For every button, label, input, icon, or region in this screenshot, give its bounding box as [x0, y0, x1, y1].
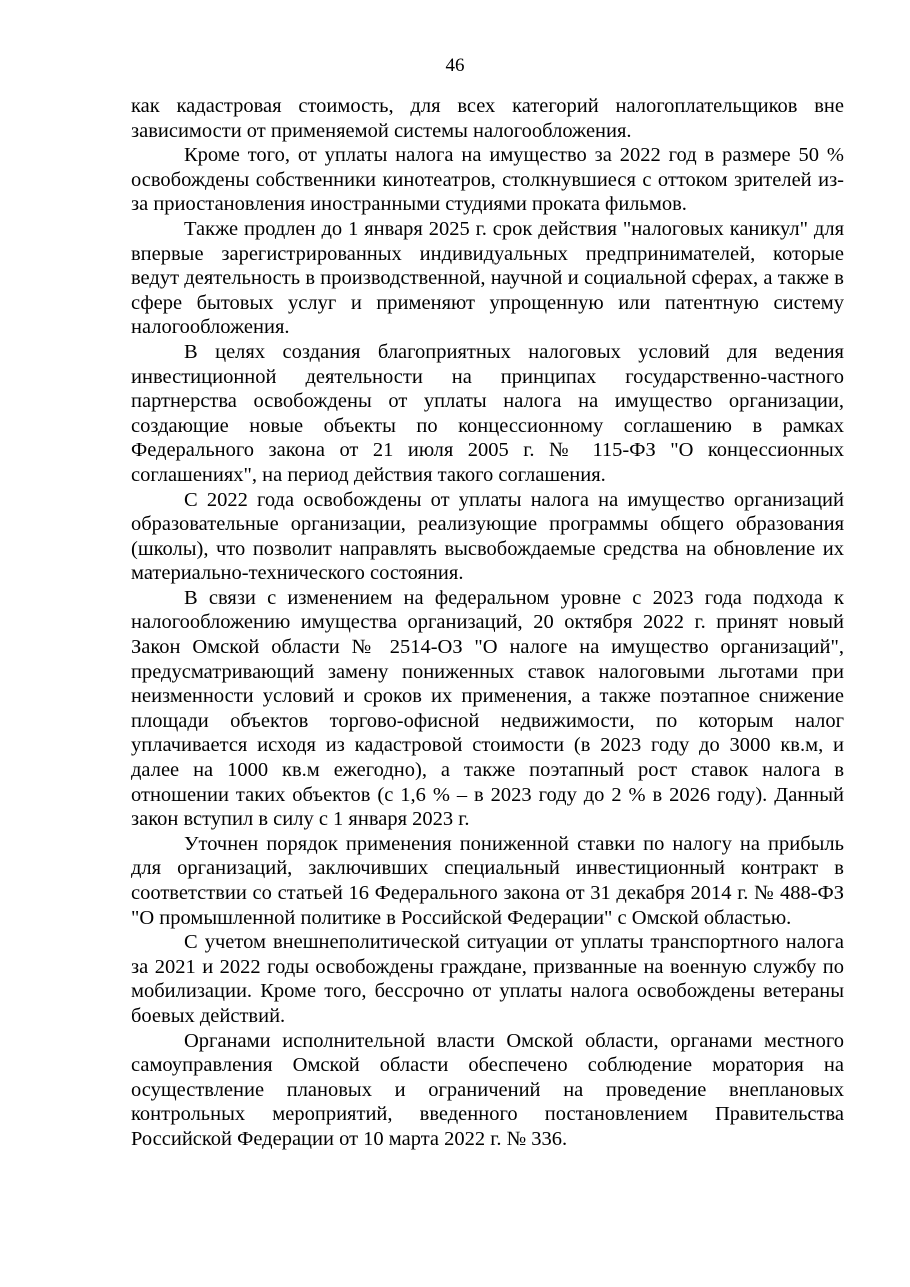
paragraph-property-tax-law: В связи с изменением на федеральном уровне с 2023 года подхода к налогообложению имущества организаций, 20 октября 2022 г. принят новый Закон Омской области № 2514-ОЗ "О налоге на имущество организаций", предусматривающий замену пониженных ставок налоговыми льготами при неизменности условий и сроков их применения, а также поэтапное снижение площади объектов торгово-офисной недвижимости, по которым налог уплачивается исходя из кадастровой стоимости (в 2023 году до 3000 кв.м, и далее на 1000 кв.м ежегодно), а также поэтапный рост ставок налога в отношении таких объектов (с 1,6 % – в 2023 году до 2 % в 2026 году). Данный закон вступил в силу с 1 января 2023 г. — [131, 586, 844, 831]
paragraph-continuation: как кадастровая стоимость, для всех категорий налогоплательщиков вне зависимости от применяемой системы налогообложения. — [131, 95, 844, 142]
paragraph-cinema-exemption: Кроме того, от уплаты налога на имущество за 2022 год в размере 50 % освобождены собственники кинотеатров, столкнувшиеся с оттоком зрителей из-за приостановления иностранными студиями проката фильмов. — [131, 144, 844, 216]
page-number: 46 — [445, 55, 465, 76]
paragraph-tax-holidays: Также продлен до 1 января 2025 г. срок действия "налоговых каникул" для впервые зарегистрированных индивидуальных предпринимателей, которые ведут деятельность в производственной, научной и социальной сферах, а также в сфере бытовых услуг и применяют упрощенную или патентную систему налогообложения. — [131, 217, 844, 339]
paragraph-profit-tax-rate: Уточнен порядок применения пониженной ставки по налогу на прибыль для организаций, заключивших специальный инвестиционный контракт в соответствии со статьей 16 Федерального закона от 31 декабря 2014 г. № 488-ФЗ "О промышленной политике в Российской Федерации" с Омской областью. — [131, 832, 844, 929]
paragraph-concession-agreements: В целях создания благоприятных налоговых условий для ведения инвестиционной деятельности на принципах государственно-частного партнерства освобождены от уплаты налога на имущество организации, создающие новые объекты по концессионному соглашению в рамках Федерального закона от 21 июля 2005 г. № 115-ФЗ "О концессионных соглашениях", на период действия такого соглашения. — [131, 340, 844, 486]
paragraph-transport-tax: С учетом внешнеполитической ситуации от уплаты транспортного налога за 2021 и 2022 годы освобождены граждане, призванные на военную службу по мобилизации. Кроме того, бессрочно от уплаты налога освобождены ветераны боевых действий. — [131, 931, 844, 1027]
document-body — [131, 94, 844, 1152]
paragraph-schools-exemption: С 2022 года освобождены от уплаты налога на имущество организаций образовательные организации, реализующие программы общего образования (школы), что позволит направлять высвобождаемые средства на обновление их материально-технического состояния. — [131, 488, 844, 585]
paragraph-moratorium: Органами исполнительной власти Омской области, органами местного самоуправления Омской области обеспечено соблюдение моратория на осуществление плановых и ограничений на проведение внеплановых контрольных мероприятий, введенного постановлением Правительства Российской Федерации от 10 марта 2022 г. № 336. — [131, 1029, 844, 1150]
